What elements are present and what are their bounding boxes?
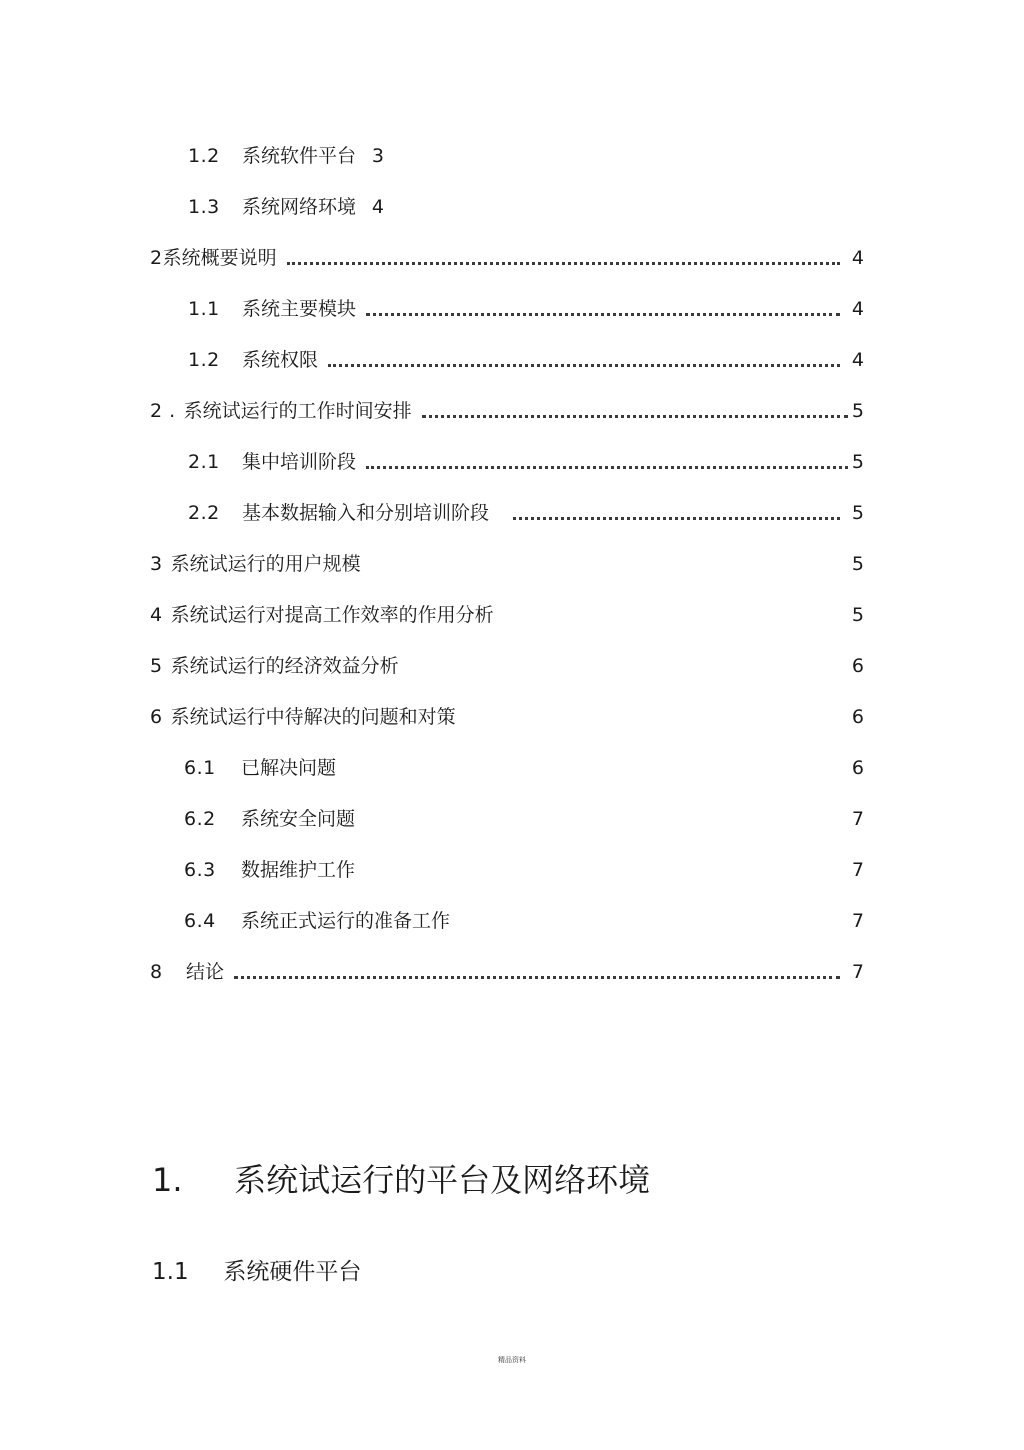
toc-entry-number: 1.3 <box>188 196 220 218</box>
toc-leader-dots <box>366 464 848 469</box>
toc-entry-page: 6 <box>851 757 864 779</box>
toc-entry-page: 7 <box>851 859 864 881</box>
toc-entry[interactable] <box>188 498 864 528</box>
toc-entry[interactable] <box>188 345 864 375</box>
toc-entry[interactable] <box>150 243 864 273</box>
toc-entry-title: 已解决问题 <box>241 757 337 779</box>
toc-entry-title: 集中培训阶段 <box>242 451 357 473</box>
toc-entry-page: 3 <box>371 145 385 167</box>
toc-entry[interactable] <box>150 549 864 579</box>
toc-entry-number: 2 <box>150 247 163 269</box>
toc-entry[interactable] <box>184 906 864 936</box>
toc-entry-title: 系统试运行的工作时间安排 <box>183 400 412 422</box>
toc-entry-number: 6 <box>150 706 163 728</box>
toc-entry[interactable] <box>150 702 864 732</box>
toc-entry-number: 3 <box>150 553 163 575</box>
toc-entry-number: 1.2 <box>188 145 220 167</box>
toc-leader-space <box>504 618 840 620</box>
toc-leader-space <box>346 771 840 773</box>
toc-leader-space <box>466 720 840 722</box>
toc-entry-page: 4 <box>851 349 864 371</box>
toc-entry-title: 系统主要模块 <box>242 298 357 320</box>
toc-entry-page: 6 <box>851 655 864 677</box>
toc-entry-number: 1.1 <box>188 298 220 320</box>
toc-leader-dots <box>328 362 840 367</box>
toc-entry-page: 5 <box>851 400 864 422</box>
toc-entry[interactable] <box>184 855 864 885</box>
toc-entry-page: 4 <box>851 247 864 269</box>
toc-entry-page: 5 <box>851 604 864 626</box>
toc-leader-dots <box>422 413 848 418</box>
toc-entry-title: 系统网络环境 <box>242 196 357 218</box>
toc-leader-space <box>371 567 840 569</box>
toc-leader-dots <box>287 260 840 265</box>
toc-entry-title: 系统正式运行的准备工作 <box>241 910 451 932</box>
toc-entry-number: 2.1 <box>188 451 220 473</box>
toc-entry-title: 系统试运行的用户规模 <box>170 553 361 575</box>
toc-entry-number: 6.4 <box>184 910 216 932</box>
toc-entry-title: 系统软件平台 <box>242 145 357 167</box>
toc-entry-page: 7 <box>851 961 864 983</box>
toc-entry-number: 4 <box>150 604 163 626</box>
section-heading-2 <box>152 1254 361 1290</box>
toc-entry-number: 1.2 <box>188 349 220 371</box>
toc-entry-page: 4 <box>851 298 864 320</box>
toc-entry-title: 基本数据输入和分别培训阶段 <box>242 502 490 524</box>
toc-entry[interactable] <box>184 804 864 834</box>
toc-entry-title: 系统安全问题 <box>241 808 356 830</box>
toc-entry-title: 系统概要说明 <box>162 247 277 269</box>
toc-entry-title: 系统权限 <box>242 349 319 371</box>
toc-entry-page: 4 <box>371 196 385 218</box>
toc-entry-page: 6 <box>851 706 864 728</box>
toc-entry[interactable] <box>188 447 864 477</box>
toc-entry-number: 6.2 <box>184 808 216 830</box>
page-footer: 精品资料 <box>498 1356 526 1364</box>
toc-entry-title: 数据维护工作 <box>241 859 356 881</box>
toc-leader-space <box>365 873 840 875</box>
toc-leader-space <box>409 669 840 671</box>
subsection-heading-title: 系统硬件平台 <box>223 1259 362 1285</box>
toc-leader-space <box>460 924 840 926</box>
toc-leader-dots <box>513 515 840 520</box>
toc-entry-page: 7 <box>851 910 864 932</box>
toc-entry[interactable] <box>150 396 864 426</box>
subsection-heading-number: 1.1 <box>152 1259 189 1285</box>
toc-leader-dots <box>366 311 840 316</box>
toc-entry-title: 系统试运行的经济效益分析 <box>170 655 399 677</box>
toc-entry[interactable] <box>188 141 864 171</box>
toc-leader-dots <box>234 974 840 979</box>
toc-entry-number: 5 <box>150 655 163 677</box>
section-heading-title: 系统试运行的平台及网络环境 <box>234 1161 651 1199</box>
toc-entry-number: 2 . <box>150 400 176 422</box>
toc-entry[interactable] <box>150 600 864 630</box>
toc-entry-title: 结论 <box>186 961 225 983</box>
toc-entry[interactable] <box>150 651 864 681</box>
toc-leader-space <box>365 822 840 824</box>
section-heading-1 <box>152 1156 650 1204</box>
toc-entry[interactable] <box>188 192 864 222</box>
toc-entry-number: 6.3 <box>184 859 216 881</box>
toc-entry-number: 6.1 <box>184 757 216 779</box>
toc-entry-page: 5 <box>851 553 864 575</box>
section-heading-number: 1. <box>152 1161 183 1199</box>
toc-entry[interactable] <box>184 753 864 783</box>
toc-entry[interactable] <box>150 957 864 987</box>
toc-entry[interactable] <box>188 294 864 324</box>
toc-entry-page: 5 <box>851 451 864 473</box>
toc-entry-number: 2.2 <box>188 502 220 524</box>
toc-entry-title: 系统试运行中待解决的问题和对策 <box>170 706 456 728</box>
toc-entry-number: 8 <box>150 961 163 983</box>
toc-entry-title: 系统试运行对提高工作效率的作用分析 <box>170 604 494 626</box>
toc-entry-page: 5 <box>851 502 864 524</box>
toc-entry-page: 7 <box>851 808 864 830</box>
